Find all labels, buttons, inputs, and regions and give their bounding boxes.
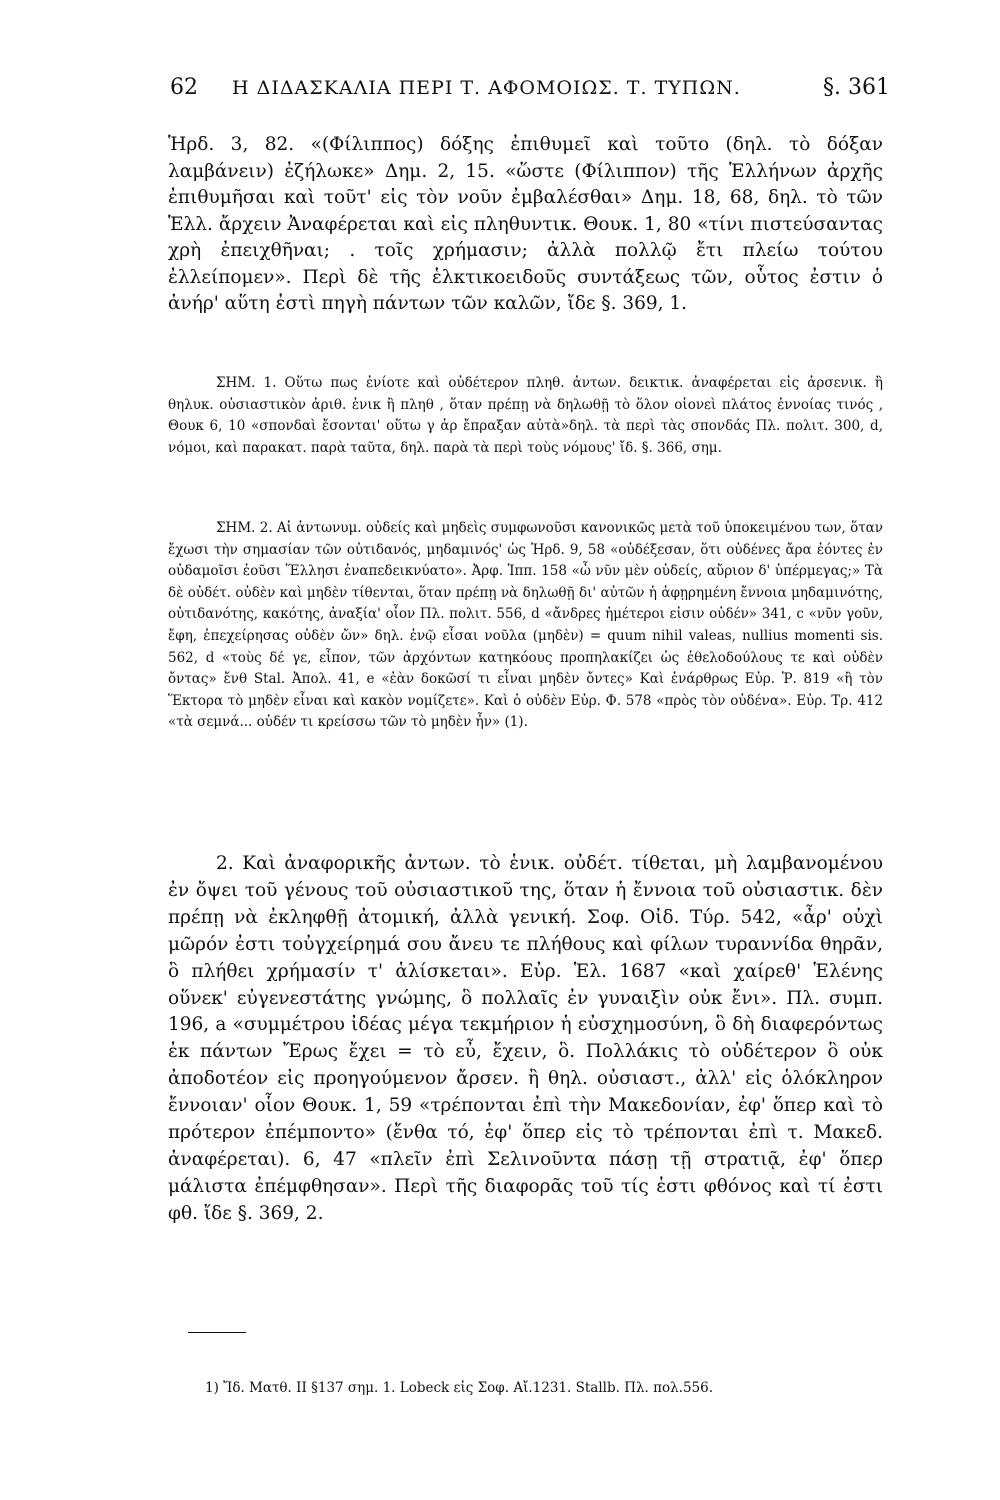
footnote-separator [188, 1332, 246, 1333]
main-paragraph-1: Ἡρδ. 3, 82. «(Φίλιππος) δόξης ἐπιθυμεῖ καὶ τοῦτο (δηλ. τὸ δόξαν λαμβάνειν) ἐζήλωκε» Δημ. 2, 15. «ὥστε (Φίλιππον) τῆς Ἑλλήνων ἀρχῆς ἐπιθυμῆσαι καὶ τοῦτ' εἰς τὸν νοῦν ἐμβαλέσθαι» Δημ. 18, 68, δηλ. τὸ τῶν Ἑλλ. ἄρχειν Ἀναφέρεται καὶ εἰς πληθυντικ. Θουκ. 1, 80 «τίνι πιστεύσαντας χρὴ ἐπειχθῆναι; . τοῖς χρήμασιν; ἀλλὰ πολλῷ ἔτι πλείω τούτου ἐλλείπομεν». Περὶ δὲ τῆς ἑλκτικοειδοῦς συντάξεως τῶν, οὗτος ἐστιν ὁ ἀνήρ' αὕτη ἐστὶ πηγὴ πάντων τῶν καλῶν, ἴδε §. 369, 1. [168, 134, 883, 314]
running-header [170, 75, 890, 105]
section-reference: §. 361 [823, 75, 890, 100]
running-title: Η ΔΙΔΑΣΚΑΛΙΑ ΠΕΡΙ Τ. ΑΦΟΜΟΙΩΣ. Τ. ΤΥΠΩΝ. [232, 77, 741, 99]
page-number: 62 [170, 75, 198, 100]
note-1 [168, 373, 883, 459]
note-1-text: ΣΗΜ. 1. Οὕτω πως ἐνίοτε καὶ οὐδέτερον πληθ. ἀντων. δεικτικ. ἀναφέρεται εἰς ἀρσενικ. ἢ θηλυκ. οὐσιαστικὸν ἀριθ. ἑνικ ἢ πληθ , ὅταν πρέπῃ νὰ δηλωθῇ τὸ ὅλον οἱονεὶ πλάτος ἐννοίας τινός , Θουκ 6, 10 «σπονδαὶ ἔσονται' οὕτω γ ἀρ ἔπραξαν αὐτὰ»δηλ. τὰ περὶ τὰς σπονδάς Πλ. πολιτ. 300, d, νόμοι, καὶ παρακατ. παρὰ ταῦτα, δηλ. παρὰ τὰ περὶ τοὺς νόμους' ἴδ. §. 366, σημ. [168, 375, 883, 456]
note-2 [168, 518, 883, 734]
note-2-text: ΣΗΜ. 2. Αἱ ἀντωνυμ. οὐδείς καὶ μηδεὶς συμφωνοῦσι κανονικῶς μετὰ τοῦ ὑποκειμένου των, ὅταν ἔχωσι τὴν σημασίαν τῶν οὐτιδανός, μηδαμινός' ὡς Ἡρδ. 9, 58 «οὐδέξεσαν, ὅτι οὐδένες ἄρα ἐόντες ἐν οὐδαμοῖσι ἐοῦσι Ἕλλησι ἐναπεδεικνύατο». Ἀρφ. Ἱππ. 158 «ὦ νῦν μὲν οὐδείς, αὔριον δ' ὑπέρμεγας;» Τὰ δὲ οὐδέτ. οὐδὲν καὶ μηδὲν τίθενται, ὅταν πρέπῃ νὰ δηλωθῇ δι' αὐτῶν ἡ ἀφῃρημένη ἔννοια μηδαμινότης, οὐτιδανότης, κακότης, ἀναξία' οἷον Πλ. πολιτ. 556, d «ἄνδρες ἡμέτεροι εἰσιν οὐδέν» 341, c «νῦν γοῦν, ἔφη, ἐπεχείρησας οὐδὲν ὤν» δηλ. ἐνῷ εἶσαι νοῦλα (μηδὲν) = quum nihil valeas, nullius momenti sis. 562, d «τοὺς δέ γε, εἶπον, τῶν ἀρχόντων κατηκόους προπηλακίζει ὡς ἐθελοδούλους τε καὶ οὐδὲν ὄντας» ἔνθ Stal. Ἀπολ. 41, e «ἐὰν δοκῶσί τι εἶναι μηδὲν ὄντες» Καὶ ἐνάρθρως Εὐρ. Ῥ. 819 «ἢ τὸν Ἕκτορα τὸ μηδὲν εἶναι καὶ κακὸν νομίζετε». Καὶ ὁ οὐδὲν Εὐρ. Φ. 578 «πρὸς τὸν οὐδένα». Εὐρ. Τρ. 412 «τὰ σεμνά... οὐδέν τι κρείσσω τῶν τὸ μηδὲν ἦν» (1). [168, 520, 883, 731]
main-paragraph-2 [168, 851, 883, 1228]
footnote: 1) Ἴδ. Ματθ. II §137 σημ. 1. Lobeck εἰς Σοφ. Αἴ.1231. Stallb. Πλ. πολ.556. [205, 1380, 714, 1396]
main-paragraph-2-text: 2. Καὶ ἀναφορικῆς ἀντων. τὸ ἑνικ. οὐδέτ. τίθεται, μὴ λαμβανομένου ἐν ὄψει τοῦ γένους τοῦ οὐσιαστικοῦ της, ὅταν ἡ ἔννοια τοῦ οὐσιαστικ. δὲν πρέπῃ νὰ ἐκληφθῇ ἀτομική, ἀλλὰ γενική. Σοφ. Οἰδ. Τύρ. 542, «ἆρ' οὐχὶ μῶρόν ἐστι τοὐγχείρημά σου ἄνευ τε πλήθους καὶ φίλων τυραννίδα θηρᾶν, ὃ πλήθει χρήμασίν τ' ἁλίσκεται». Εὐρ. Ἑλ. 1687 «καὶ χαίρεθ' Ἑλένης οὕνεκ' εὐγενεστάτης γνώμης, ὃ πολλαῖς ἐν γυναιξὶν οὐκ ἔνι». Πλ. συμπ. 196, a «συμμέτρου ἰδέας μέγα τεκμήριον ἡ εὐσχημοσύνη, ὃ δὴ διαφερόντως ἐκ πάντων Ἔρως ἔχει = τὸ εὖ, ἔχειν, ὃ. Πολλάκις τὸ οὐδέτερον ὃ οὐκ ἀποδοτέον εἰς προηγούμενον ἄρσεν. ἢ θηλ. οὐσιαστ., ἀλλ' εἰς ὁλόκληρον ἔννοιαν' οἷον Θουκ. 1, 59 «τρέπονται ἐπὶ τὴν Μακεδονίαν, ἐφ' ὅπερ καὶ τὸ πρότερον ἐπέμποντο» (ἔνθα τό, ἐφ' ὅπερ εἰς τὸ τρέπονται ἐπὶ τ. Μακεδ. ἀναφέρεται). 6, 47 «πλεῖν ἐπὶ Σελινοῦντα πάσῃ τῇ στρατιᾷ, ἐφ' ὅπερ μάλιστα ἐπέμφθησαν». Περὶ τῆς διαφορᾶς τοῦ τίς ἐστι φθόνος καὶ τί ἐστι φθ. ἴδε §. 369, 2. [168, 853, 883, 1224]
